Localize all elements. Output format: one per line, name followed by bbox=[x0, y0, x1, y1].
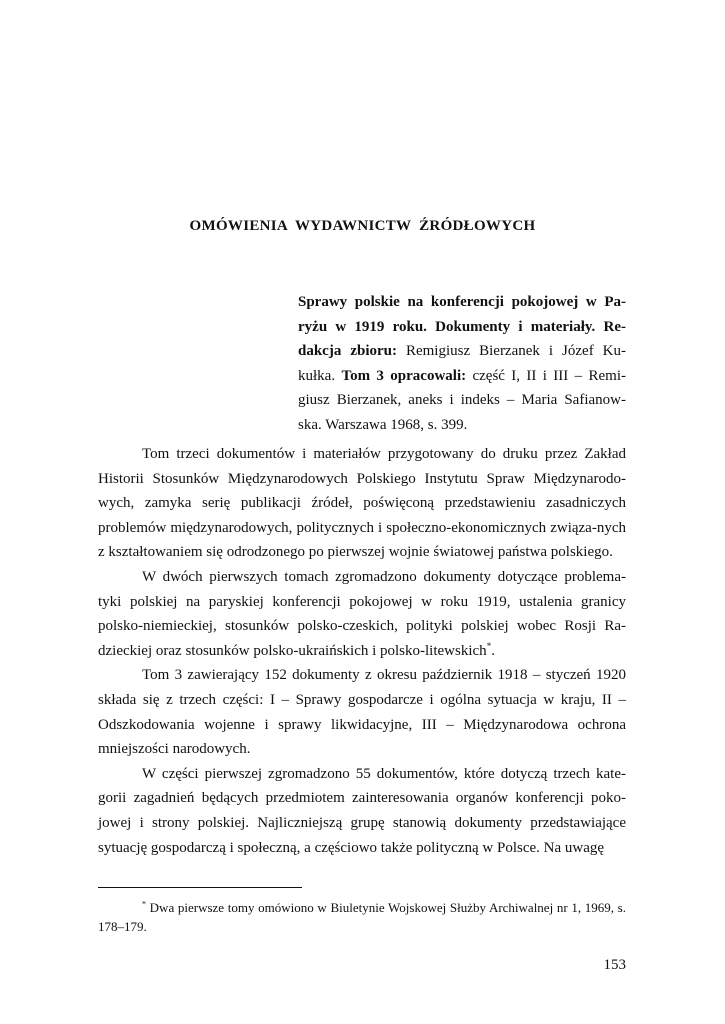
footnote-divider bbox=[98, 887, 302, 888]
bibliographic-entry bbox=[298, 290, 626, 438]
paragraph: Tom trzeci dokumentów i materiałów przygotowany do druku przez Zakład Historii Stosunków Międzynarodowych Polskiego Instytutu Spraw Międzynarodo-wych, zamyka serię publikacji źródeł, poświęconą przedstawieniu zasadniczych problemów międzynarodowych, politycznych i społeczno-ekonomicznych związa-nych z kształtowaniem się odrodzonego po pierwszej wojnie światowej państwa polskiego. bbox=[98, 446, 626, 561]
volume-details: część I, II i III – Remi-giusz Bierzanek, aneks i indeks – Maria Safianow-ska. Warszawa 1968, s. 399. bbox=[298, 367, 626, 433]
review-body bbox=[98, 442, 626, 860]
paragraph: Tom 3 zawierający 152 dokumenty z okresu październik 1918 – styczeń 1920 składa się z trzech części: I – Sprawy gospodarcze i ogólna sytuacja w kraju, II – Odszkodowania wojenne i sprawy likwidacyjne, III – Międzynarodowa ochrona mniejszości narodowych. bbox=[98, 667, 626, 758]
paragraph: W części pierwszej zgromadzono 55 dokumentów, które dotyczą trzech kate-gorii zagadnień będących przedmiotem zainteresowania organów konferencji poko-jowej i strony polskiej. Najliczniejszą grupę stanowią dokumenty przedstawiające sytuację gospodarczą i społeczną, a częściowo także polityczną w Polsce. Na uwagę bbox=[98, 765, 626, 856]
page-number: 153 bbox=[603, 957, 626, 973]
footnote-marker: * bbox=[142, 899, 146, 909]
paragraph-end: . bbox=[491, 642, 495, 659]
volume-label: Tom 3 opracowali: bbox=[341, 367, 467, 384]
book-editors: Remigiusz Bierzanek i Józef Ku-kułka. bbox=[298, 343, 626, 384]
footnote-text: Dwa pierwsze tomy omówiono w Biuletynie Wojskowej Służby Archiwalnej nr 1, 1969, s. 178–179. bbox=[98, 900, 626, 934]
footnote bbox=[98, 898, 626, 936]
book-title: Sprawy polskie na konferencji pokojowej w Pa-ryżu w 1919 roku. Dokumenty i materiały. Re-dakcja zbioru: bbox=[298, 294, 626, 360]
section-title: OMÓWIENIA WYDAWNICTW ŹRÓDŁOWYCH bbox=[189, 218, 536, 234]
paragraph bbox=[98, 565, 626, 663]
paragraph-text: W dwóch pierwszych tomach zgromadzono dokumenty dotyczące problema-tyki polskiej na paryskiej konferencji pokojowej w roku 1919, ustalenia granicy polsko-niemieckiej, stosunków polsko-czeskich, polityki polskiej wobec Rosji Ra-dzieckiej oraz stosunków polsko-ukraińskich i polsko-litewskich bbox=[98, 568, 626, 659]
footnote-reference: * bbox=[486, 640, 492, 651]
footnote-body bbox=[98, 898, 626, 936]
